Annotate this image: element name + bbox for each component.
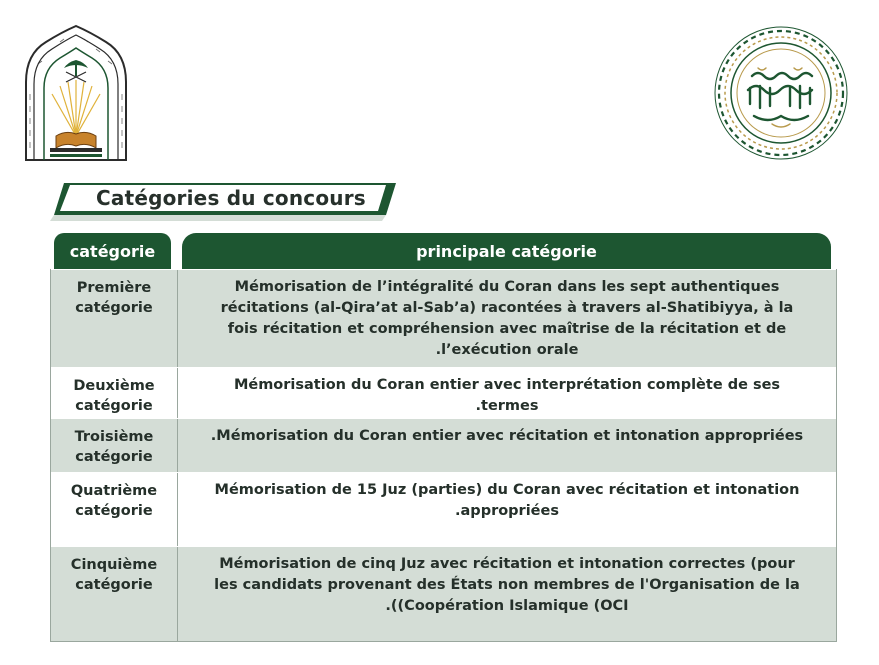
table-row: [51, 472, 836, 546]
main-category-column-header: principale catégorie: [182, 233, 831, 269]
category-cell: Première catégorie: [51, 270, 178, 367]
table-body: [50, 269, 837, 642]
table-row: [51, 546, 836, 641]
table-row: [51, 418, 836, 472]
section-title: Catégories du concours: [96, 186, 366, 210]
table-row: [51, 269, 836, 367]
description-line: .appropriées: [455, 503, 559, 519]
category-cell: Deuxième catégorie: [51, 368, 178, 418]
table-row: [51, 367, 836, 418]
description-line: Mémorisation de 15 Juz (parties) du Coran avec récitation et intonation: [214, 482, 800, 498]
description-line: Mémorisation du Coran entier avec interprétation complète de ses: [233, 377, 781, 393]
description-line: .termes: [475, 398, 539, 414]
category-cell: Quatrième catégorie: [51, 473, 178, 546]
description-cell: [178, 270, 836, 367]
description-line: récitations (al-Qira’at al-Sab’a) racontées à travers al-Shatibiyya, à la: [220, 300, 794, 316]
description-line: .l’exécution orale: [435, 342, 579, 358]
table-header: [50, 233, 837, 269]
description-line: .Mémorisation du Coran entier avec récitation et intonation appropriées: [210, 428, 804, 444]
description-cell: [178, 473, 836, 546]
categories-table: [50, 233, 837, 642]
description-cell: [178, 419, 836, 472]
ministry-emblem-icon: [22, 24, 130, 164]
category-column-header: catégorie: [54, 233, 171, 269]
competition-calligraphy-seal-icon: [712, 24, 850, 162]
description-line: .((Coopération Islamique (OCI: [385, 598, 629, 614]
description-cell: [178, 547, 836, 641]
description-line: Mémorisation de l’intégralité du Coran dans les sept authentiques: [234, 279, 780, 295]
category-cell: Cinquième catégorie: [51, 547, 178, 641]
description-line: les candidats provenant des États non membres de l'Organisation de la: [214, 577, 800, 593]
description-line: Mémorisation de cinq Juz avec récitation et intonation correctes (pour: [219, 556, 795, 572]
description-line: fois récitation et compréhension avec maîtrise de la récitation et de: [227, 321, 787, 337]
category-cell: Troisième catégorie: [51, 419, 178, 472]
description-cell: [178, 368, 836, 418]
